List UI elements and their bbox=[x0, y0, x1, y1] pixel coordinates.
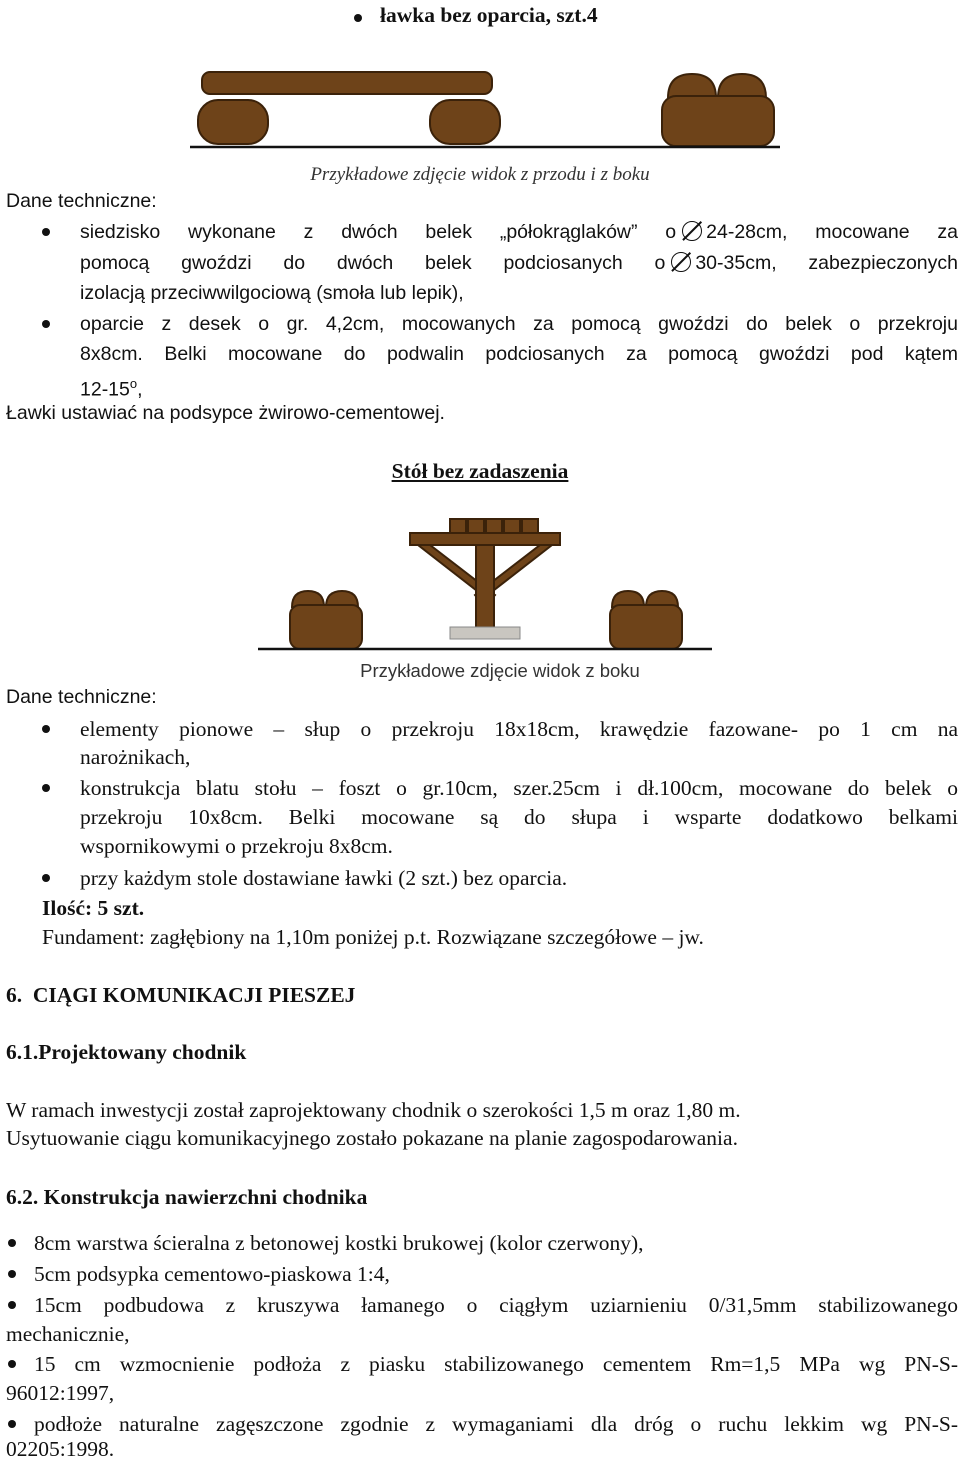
table-spec-2-line2: przekroju 10x8cm. Belki mocowane są do słupa i wsparte dodatkowo belkami bbox=[80, 805, 958, 829]
table-spec-1-line2: narożnikach, bbox=[80, 745, 191, 769]
bench-seat-front bbox=[202, 72, 492, 94]
bullet bbox=[8, 1270, 16, 1278]
comma: , bbox=[137, 378, 143, 401]
table-quantity: Ilość: 5 szt. bbox=[42, 896, 145, 920]
bench-title: ławka bez oparcia, szt.4 bbox=[380, 3, 598, 27]
table-caption: Przykładowe zdjęcie widok z boku bbox=[360, 660, 640, 681]
bullet bbox=[8, 1360, 16, 1368]
bench-spec-1-line2 bbox=[80, 248, 958, 278]
bench-spec-2-line2: 8x8cm. Belki mocowane do podwalin podciosanych za pomocą gwoździ pod kątem bbox=[80, 343, 958, 365]
bench-spec-2: oparcie z desek o gr. 4,2cm, mocowanych za pomocą gwoździ do belek o przekroju bbox=[80, 313, 958, 335]
tabletop-board bbox=[450, 519, 466, 533]
layer-5: podłoże naturalne zagęszczone zgodnie z wymaganiami dla dróg o ruchu lekkim wg PN-S- bbox=[34, 1412, 958, 1436]
angle-value: 12-15 bbox=[80, 378, 130, 401]
bench-spec-1 bbox=[80, 217, 958, 247]
bench-spec-1-c: pomocą gwoździ do dwóch belek podciosanych o bbox=[80, 252, 666, 274]
bullet bbox=[8, 1420, 16, 1428]
concrete-footing bbox=[450, 627, 520, 639]
section-6-1-title: 6.1.Projektowany chodnik bbox=[6, 1040, 247, 1064]
tabletop-board bbox=[504, 519, 520, 533]
layer-3-line2: mechanicznie, bbox=[6, 1322, 130, 1346]
table-post bbox=[476, 545, 494, 635]
section-6-1-paragraph-2: Usytuowanie ciągu komunikacyjnego zostało pokazane na planie zagospodarowania. bbox=[6, 1126, 738, 1150]
bench-support-side bbox=[662, 96, 774, 146]
bench-tech-heading: Dane techniczne: bbox=[6, 190, 157, 212]
bullet bbox=[8, 1301, 16, 1309]
table-spec-2: konstrukcja blatu stołu – foszt o gr.10cm, szer.25cm i dł.100cm, mocowane do belek o bbox=[80, 776, 958, 800]
layer-5-line2: 02205:1998. bbox=[6, 1437, 115, 1461]
left-bench-support bbox=[290, 605, 362, 649]
bullet bbox=[354, 14, 362, 22]
diameter-icon bbox=[671, 252, 691, 272]
table-spec-2-line3: wspornikowymi o przekroju 8x8cm. bbox=[80, 834, 393, 858]
table-spec-3: przy każdym stole dostawiane ławki (2 szt.) bez oparcia. bbox=[80, 866, 568, 890]
bench-seat-half-log-left bbox=[668, 74, 716, 98]
section-6-2-title: 6.2. Konstrukcja nawierzchni chodnika bbox=[6, 1185, 368, 1209]
bullet bbox=[42, 874, 50, 882]
layer-4-line2: 96012:1997, bbox=[6, 1381, 115, 1405]
diameter-icon bbox=[682, 221, 702, 241]
bench-spec-1-d: 30-35cm, zabezpieczonych bbox=[695, 252, 958, 274]
bullet bbox=[8, 1239, 16, 1247]
table-spec-1: elementy pionowe – słup o przekroju 18x18cm, krawędzie fazowane- po 1 cm na bbox=[80, 717, 958, 741]
bench-seat-half-log-right bbox=[718, 74, 766, 98]
bench-illustration bbox=[180, 60, 790, 155]
right-bench-support bbox=[610, 605, 682, 649]
table-crossbeam bbox=[410, 533, 560, 545]
layer-2: 5cm podsypka cementowo-piaskowa 1:4, bbox=[34, 1262, 390, 1286]
layer-4: 15 cm wzmocnienie podłoża z piasku stabilizowanego cementem Rm=1,5 MPa wg PN-S- bbox=[34, 1352, 958, 1376]
bench-leg-right bbox=[430, 100, 500, 144]
bench-spec-1-a: siedzisko wykonane z dwóch belek „półokrąglaków” o bbox=[80, 221, 677, 243]
bullet bbox=[42, 725, 50, 733]
section-6-title: 6. CIĄGI KOMUNIKACJI PIESZEJ bbox=[6, 983, 356, 1007]
tabletop-board bbox=[468, 519, 484, 533]
table-title: Stół bez zadaszenia bbox=[391, 459, 569, 483]
bullet bbox=[42, 784, 50, 792]
table-foundation: Fundament: zagłębiony na 1,10m poniżej p.t. Rozwiązane szczegółowe – jw. bbox=[42, 925, 704, 949]
bench-leg-left bbox=[198, 100, 268, 144]
bench-spec-1-line3: izolacją przeciwwilgociową (smoła lub lepik), bbox=[80, 282, 464, 304]
bullet bbox=[42, 320, 50, 328]
tabletop-board bbox=[522, 519, 538, 533]
table-tech-heading: Dane techniczne: bbox=[6, 686, 157, 708]
tabletop-board bbox=[486, 519, 502, 533]
table-illustration bbox=[250, 515, 720, 655]
bench-caption: Przykładowe zdjęcie widok z przodu i z boku bbox=[310, 164, 650, 185]
layer-3: 15cm podbudowa z kruszywa łamanego o ciągłym uziarnieniu 0/31,5mm stabilizowanego bbox=[34, 1293, 958, 1317]
bench-spec-1-b: 24-28cm, mocowane za bbox=[706, 221, 958, 243]
bench-footer-note: Ławki ustawiać na podsypce żwirowo-cementowej. bbox=[6, 402, 445, 424]
layer-1: 8cm warstwa ścieralna z betonowej kostki brukowej (kolor czerwony), bbox=[34, 1231, 644, 1255]
section-6-1-paragraph-1: W ramach inwestycji został zaprojektowany chodnik o szerokości 1,5 m oraz 1,80 m. bbox=[6, 1098, 741, 1122]
degree-mark: o bbox=[129, 376, 138, 391]
bullet bbox=[42, 228, 50, 236]
